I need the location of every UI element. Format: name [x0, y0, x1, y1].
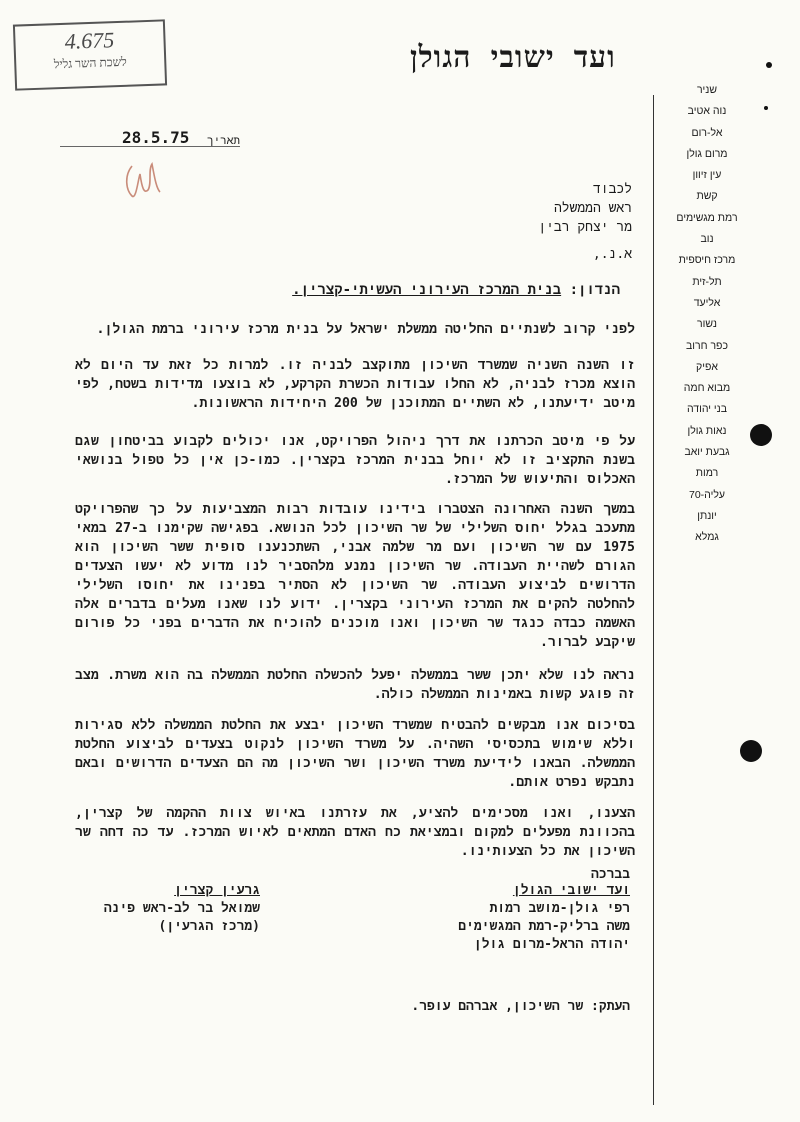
settlements-list	[652, 80, 762, 549]
paragraph-6	[75, 716, 635, 796]
subject-line	[140, 282, 620, 299]
recipient-line: לכבוד	[592, 182, 632, 197]
date-row	[60, 128, 240, 158]
subject-label: הנדון:	[569, 282, 620, 298]
date-value: 28.5.75	[122, 128, 190, 147]
paragraph-text: נראה לנו שלא יתכן ששר בממשלה יפעל להכשלה החלטת הממשלה בה הוא משרת. מצב זה פוגע קשות באמינות הממשלה כולה.	[75, 668, 635, 702]
settlement-item: נאות גולן	[687, 424, 727, 437]
settlement-item: עין זיוון	[692, 169, 722, 182]
stamp-number: 4.675	[64, 27, 115, 54]
paragraph-7	[75, 804, 635, 864]
paragraph-3	[75, 432, 635, 492]
salutation: א.נ.,	[592, 247, 632, 262]
settlement-item: גמלא	[695, 531, 719, 544]
settlement-item: נוב	[700, 233, 714, 246]
recipient-block	[380, 180, 632, 237]
settlement-item: בני יהודה	[686, 403, 728, 416]
paragraph-text: הצענו, ואנו מסכימים להציע, את עזרתנו באיוש צוות ההקמה של קצרין, בהכוונת מפעלים למקום ובמציאת כח האדם המתאים לאיוש המרכז. עד כה דחה שר השיכון את כל הצעותינו.	[75, 806, 635, 859]
settlement-item: אליעד	[693, 296, 721, 309]
sidebar-dot	[764, 106, 768, 110]
settlement-item: קשת	[696, 190, 718, 203]
signature-title: ועד ישובי הגולן	[512, 883, 630, 898]
closing: בברכה	[590, 867, 630, 882]
settlement-item: כפר חרוב	[686, 339, 728, 352]
punch-hole	[740, 740, 762, 762]
signature-org	[400, 882, 630, 954]
signature-line: (מרכז הגרעין)	[158, 919, 260, 934]
paragraph-text: זו השנה השניה שמשרד השיכון מתוקצב לבניה זו. למרות כל זאת עד היום לא הוצא מכרז לבניה, לא החלו עבודות הכשרת הקרקע, לא בוצעו מדידות בשטח, לפי מיטב ידיעתנו, לא השתיים המתוכנן של 200 היחידות הראשונות.	[75, 358, 635, 411]
settlement-item: עליה-70	[688, 488, 726, 501]
settlement-item: אפיק	[696, 360, 718, 373]
settlement-item: גבעת יואב	[684, 446, 730, 459]
paragraph-5	[75, 666, 635, 706]
signature-line: רפי גולן-מושב רמות	[489, 901, 630, 916]
settlement-item: נוה אטיב	[687, 105, 727, 118]
settlement-item: אל-רום	[691, 126, 723, 139]
letterhead-dot	[766, 62, 772, 68]
paragraph-text: במשך השנה האחרונה הצטברו בידינו עובדות רבות המצביעות על כך שהפרויקט מתעכב בגלל יחוס השלילי של שר השיכון לכל הנושא. בפגישה שקימנו ב-27 במאי 1975 עם שר השיכון ועם מר שלמה אבני, השתכנענו סופית ששר השיכון הוא הגורם לשהיית העבודה. שר השיכון נמנע מלהסביר לנו מדוע לא יעשו הצעדים הדרושים לביצוע העבודה. שר השיכון לא הסתיר בפנינו את יחוסו השלילי להחלטה להקים את המרכז העירוני בקצרין. ידוע לנו שאנו מעלים בדברים אלה האשמה כבדה כנגד שר השיכון ואנו מוכנים להוכיח את הדברים בפני כל פורום שיקבע לברור.	[75, 502, 635, 650]
paragraph-1	[75, 320, 635, 358]
settlement-item: מרכז חיספית	[678, 254, 736, 267]
signature-line: יהודה הראל-מרום גולן	[473, 937, 630, 952]
signature-title: גרעין קצרין	[174, 883, 260, 898]
punch-hole	[750, 424, 772, 446]
handwritten-mark	[118, 160, 168, 210]
settlement-item: מבוא חמה	[683, 382, 731, 395]
paragraph-4	[75, 500, 635, 650]
signature-line: שמואל בר לב-ראש פינה	[103, 901, 260, 916]
settlement-item: תל-זית	[692, 275, 722, 288]
letterhead-org-name: ועד ישובי הגולן	[410, 40, 616, 75]
archive-stamp	[13, 19, 167, 90]
settlement-item: יונתן	[697, 509, 717, 522]
settlement-item: נשור	[697, 318, 717, 331]
paragraph-text: בסיכום אנו מבקשים להבטיח שמשרד השיכון יבצע את החלטת הממשלה ללא סגירות וללא שימוש בתכסיסי השהיה. על משרד השיכון לנקוט בצעדים לביצוע החלטת הממשלה. הבאנו לידיעת משרד השיכון ושר השיכון מה הם הצעדים הדרושים ובאם נתבקש נפרט אותם.	[75, 718, 635, 790]
paragraph-2	[75, 356, 635, 416]
signature-nucleus	[70, 882, 260, 936]
cc-line: העתק: שר השיכון, אברהם עופר.	[411, 999, 630, 1014]
settlement-item: רמת מגשימים	[676, 211, 738, 224]
date-label: תאריך	[206, 134, 240, 147]
paragraph-text: על פי מיטב הכרתנו את דרך ניהול הפרויקט, אנו יכולים לקבוע בביטחון שגם בשנת התקציב זו לא יוחל בבנית המרכז בקצרין. כמו-כן אין כל טפול בנושאי האכלוס והתיעוש של המרכז.	[75, 434, 635, 487]
recipient-line: ראש הממשלה	[553, 201, 632, 216]
recipient-line: מר יצחק רבין	[538, 220, 632, 235]
stamp-text: לשכת השר גליל	[53, 54, 127, 72]
settlement-item: רמות	[695, 467, 719, 480]
settlement-item: שניר	[696, 84, 718, 96]
settlement-item: מרום גולן	[686, 147, 728, 160]
paragraph-text: לפני קרוב לשנתיים החליטה ממשלת ישראל על בנית מרכז עירוני ברמת הגולן.	[96, 322, 635, 337]
signature-line: משה ברליק-רמת המגשימים	[458, 919, 630, 934]
subject-text: בנית המרכז העירוני העשיתי-קצרין.	[292, 282, 562, 298]
